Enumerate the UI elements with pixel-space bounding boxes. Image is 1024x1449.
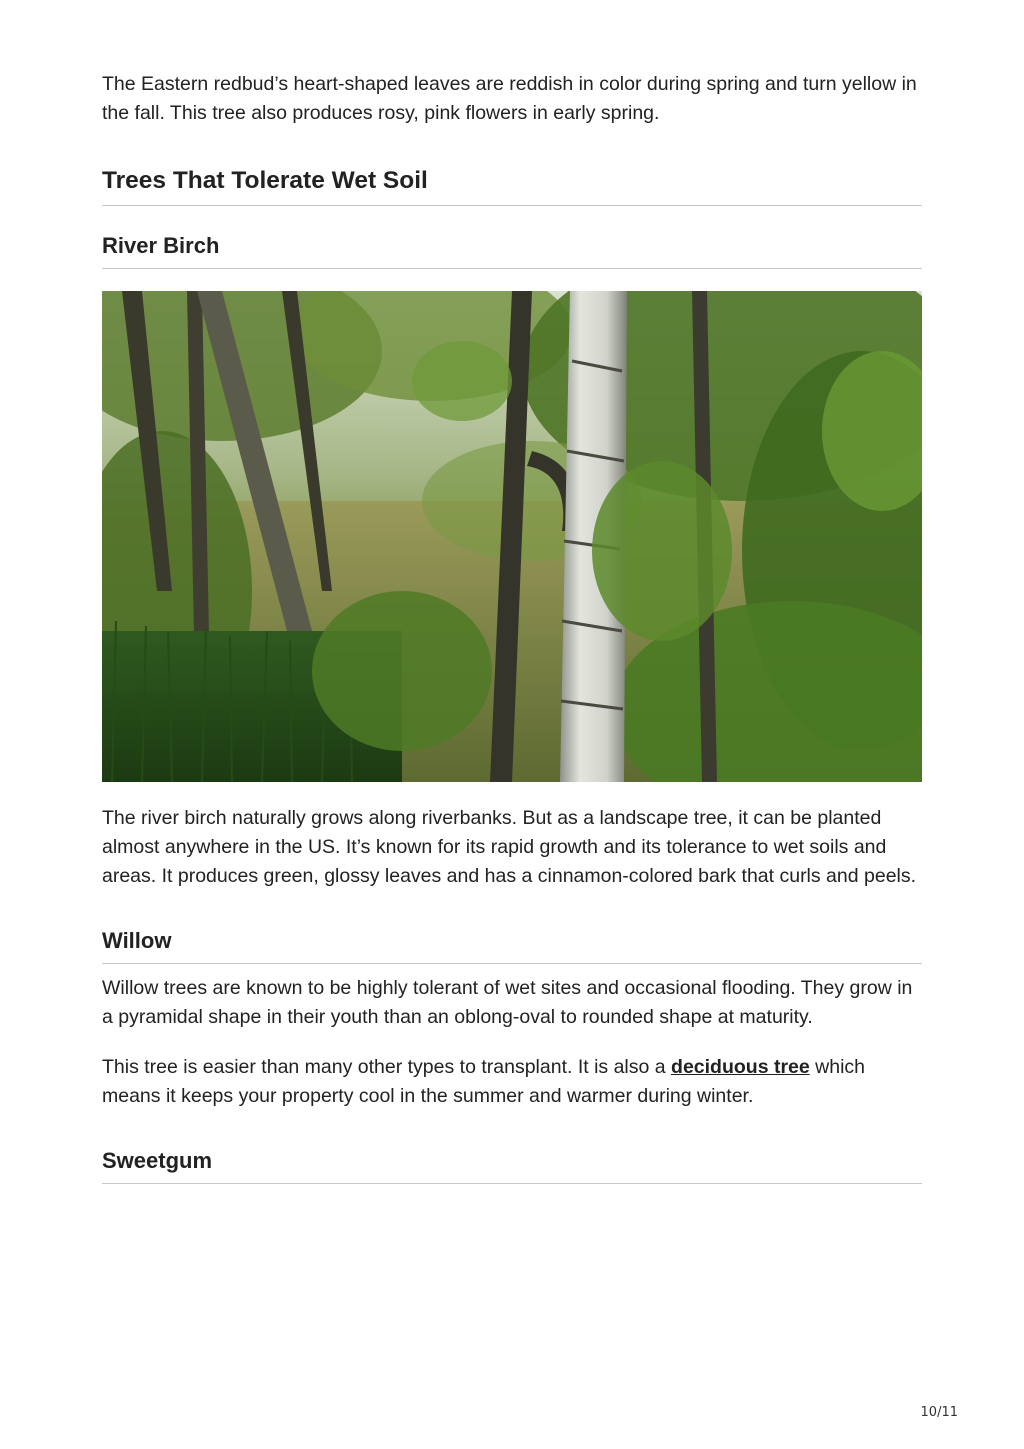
willow-paragraph-2-text-after: which means it keeps your property cool in the summer and warmer during winter. (102, 1056, 866, 1107)
willow-paragraph-2 (102, 1053, 922, 1111)
river-birch-photo (102, 291, 922, 782)
deciduous-tree-link[interactable]: deciduous tree (671, 1056, 810, 1078)
willow-heading: Willow (102, 927, 922, 964)
article-content (102, 70, 922, 1184)
intro-paragraph: The Eastern redbud’s heart-shaped leaves are reddish in color during spring and turn yellow in the fall. This tree also produces rosy, pink flowers in early spring. (102, 73, 917, 124)
section-heading: Trees That Tolerate Wet Soil (102, 166, 922, 206)
river-birch-paragraph: The river birch naturally grows along riverbanks. But as a landscape tree, it can be planted almost anywhere in the US. It’s known for its rapid growth and its tolerance to wet soils and areas. It produces green, glossy leaves and has a cinnamon-colored bark that curls and peels. (102, 807, 917, 887)
river-birch-heading: River Birch (102, 232, 922, 269)
willow-paragraph-2-text-before: This tree is easier than many other types to transplant. It is also a (102, 1056, 672, 1078)
willow-paragraph-1: Willow trees are known to be highly tolerant of wet sites and occasional flooding. They grow in a pyramidal shape in their youth than an oblong-oval to rounded shape at maturity. (102, 977, 913, 1028)
page-number: 10/11 (920, 1405, 958, 1420)
sweetgum-heading: Sweetgum (102, 1147, 922, 1184)
